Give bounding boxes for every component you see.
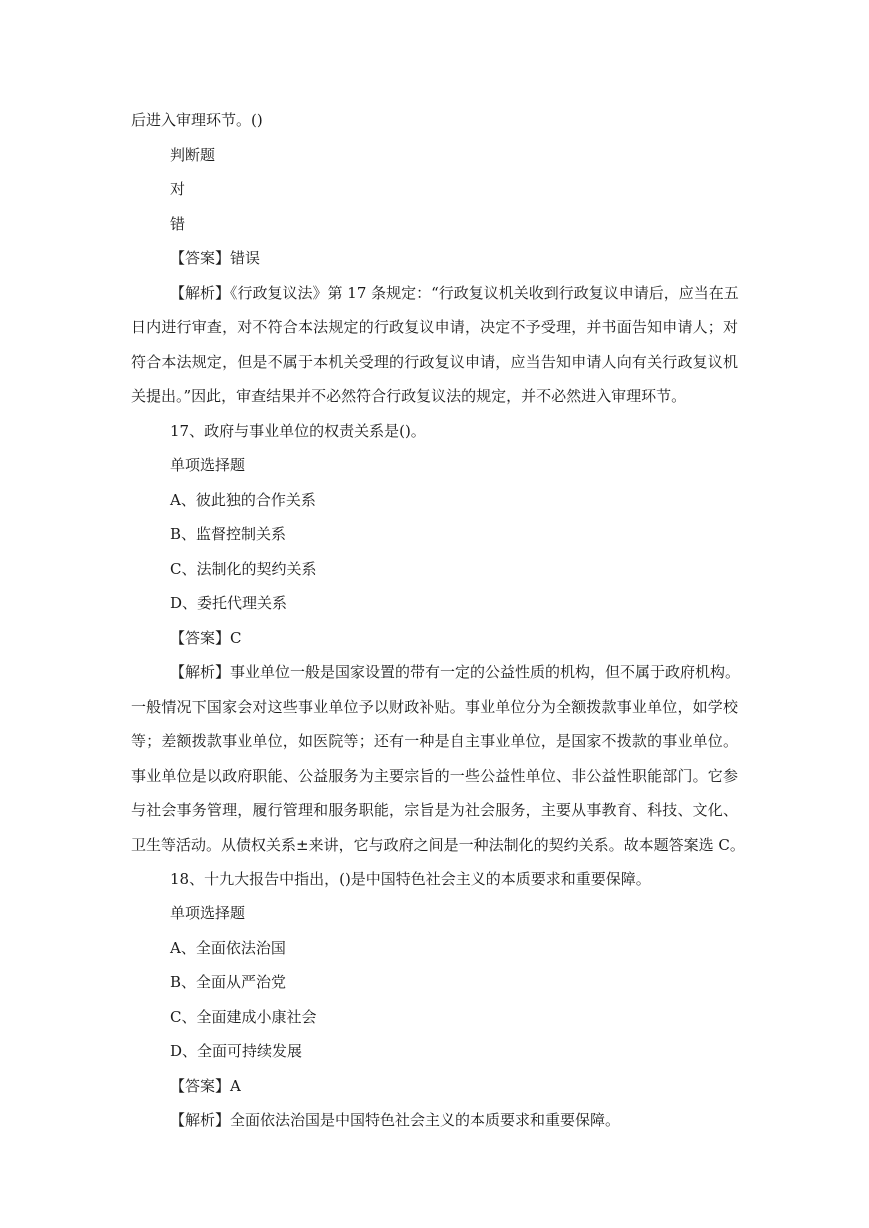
question-17-explanation-line-6: 卫生等活动。从债权关系±来讲，它与政府之间是一种法制化的契约关系。故本题答案选 C。 <box>131 836 745 854</box>
question-18-type: 单项选择题 <box>170 904 246 922</box>
question-16-option-false: 错 <box>170 215 186 233</box>
question-16-explanation-line-1: 【解析】《行政复议法》第 17 条规定：“行政复议机关收到行政复议申请后，应当在五 <box>170 284 739 302</box>
question-17-type: 单项选择题 <box>170 456 246 474</box>
question-17-option-c: C、法制化的契约关系 <box>170 560 317 578</box>
question-18-option-d: D、全面可持续发展 <box>170 1042 303 1060</box>
question-18-answer: 【答案】A <box>170 1077 241 1095</box>
question-17-stem: 17、政府与事业单位的权责关系是()。 <box>170 422 426 440</box>
question-18-stem: 18、十九大报告中指出，()是中国特色社会主义的本质要求和重要保障。 <box>170 870 651 888</box>
question-17-option-a: A、彼此独的合作关系 <box>170 491 316 509</box>
question-16-explanation-line-4: 关提出。”因此，审查结果并不必然符合行政复议法的规定，并不必然进入审理环节。 <box>131 387 687 405</box>
question-16-type: 判断题 <box>170 146 216 164</box>
question-17-explanation-line-5: 与社会事务管理，履行管理和服务职能，宗旨是为社会服务，主要从事教育、科技、文化、 <box>131 801 738 819</box>
question-18-option-a: A、全面依法治国 <box>170 939 286 957</box>
question-17-explanation-line-2: 一般情况下国家会对这些事业单位予以财政补贴。事业单位分为全额拨款事业单位，如学校 <box>131 698 738 716</box>
question-17-option-b: B、监督控制关系 <box>170 525 287 543</box>
question-16-explanation-line-2: 日内进行审查，对不符合本法规定的行政复议申请，决定不予受理，并书面告知申请人；对 <box>131 318 738 336</box>
question-18-option-b: B、全面从严治党 <box>170 973 287 991</box>
question-16-answer: 【答案】错误 <box>170 249 261 267</box>
question-18-option-c: C、全面建成小康社会 <box>170 1008 317 1026</box>
question-17-option-d: D、委托代理关系 <box>170 594 288 612</box>
question-17-explanation-line-1: 【解析】事业单位一般是国家设置的带有一定的公益性质的机构，但不属于政府机构。 <box>170 663 741 681</box>
question-17-explanation-line-4: 事业单位是以政府职能、公益服务为主要宗旨的一些公益性单位、非公益性职能部门。它参 <box>131 767 738 785</box>
question-16-explanation-line-3: 符合本法规定，但是不属于本机关受理的行政复议申请，应当告知申请人向有关行政复议机 <box>131 353 738 371</box>
question-17-explanation-line-3: 等；差额拨款事业单位，如医院等；还有一种是自主事业单位，是国家不拨款的事业单位。 <box>131 732 738 750</box>
question-16-tail: 后进入审理环节。() <box>131 111 263 129</box>
question-17-answer: 【答案】C <box>170 629 242 647</box>
question-18-explanation: 【解析】全面依法治国是中国特色社会主义的本质要求和重要保障。 <box>170 1111 621 1129</box>
question-16-option-true: 对 <box>170 180 186 198</box>
